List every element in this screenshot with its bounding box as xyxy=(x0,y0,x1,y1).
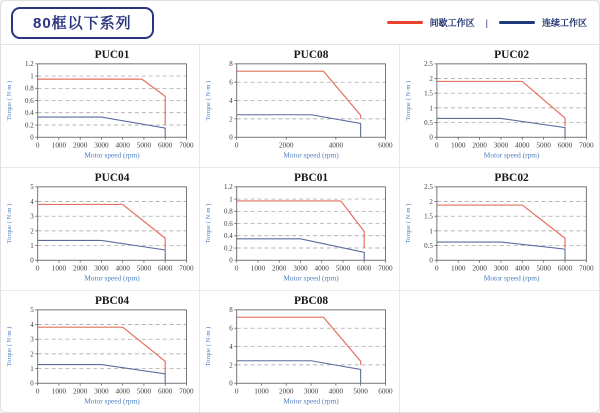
y-tick-label: 4 xyxy=(229,342,234,351)
x-tick-label: 1000 xyxy=(251,264,266,273)
chart-pbc08 xyxy=(200,291,398,413)
y-axis-label: Torque ( N·m ) xyxy=(205,326,213,367)
x-tick-label: 6000 xyxy=(357,264,372,273)
x-tick-label: 5000 xyxy=(136,387,152,396)
empty-cell xyxy=(400,291,599,413)
intermittent-zone-line xyxy=(237,317,361,365)
intermittent-zone-line xyxy=(237,201,364,248)
x-tick-label: 3000 xyxy=(293,264,308,273)
x-tick-label: 6000 xyxy=(557,141,572,150)
y-tick-label: 4 xyxy=(229,96,234,105)
chart-title: PBC08 xyxy=(294,294,329,307)
x-tick-label: 3000 xyxy=(94,387,109,396)
x-tick-label: 4000 xyxy=(115,387,130,396)
plot-box xyxy=(38,310,187,383)
continuous-zone-line xyxy=(237,115,361,137)
chart-cell-pbc01 xyxy=(200,168,399,291)
x-tick-label: 2000 xyxy=(279,387,294,396)
legend xyxy=(387,16,587,29)
x-tick-label: 5000 xyxy=(136,264,152,273)
x-tick-label: 4000 xyxy=(328,387,344,396)
continuous-zone-line xyxy=(38,240,165,260)
y-axis-label: Torque ( N·m ) xyxy=(404,203,412,244)
chart-title: PUC01 xyxy=(94,48,130,61)
x-tick-label: 1000 xyxy=(51,141,67,150)
y-tick-label: 0.4 xyxy=(224,232,234,241)
x-tick-label: 1000 xyxy=(450,264,466,273)
chart-cell-puc01 xyxy=(1,45,200,168)
intermittent-zone-line xyxy=(38,327,165,374)
y-tick-label: 0 xyxy=(229,256,234,265)
intermittent-zone-line xyxy=(237,71,361,119)
x-tick-label: 2000 xyxy=(471,264,487,273)
chart-cell-pbc04 xyxy=(1,291,200,413)
x-tick-label: 3000 xyxy=(94,141,109,150)
intermittent-zone-line xyxy=(38,204,165,249)
x-tick-label: 5000 xyxy=(536,141,551,150)
y-tick-label: 2.5 xyxy=(423,183,433,192)
x-tick-label: 2000 xyxy=(72,141,88,150)
x-axis-label: Motor speed (rpm) xyxy=(283,273,340,283)
chart-puc02 xyxy=(400,45,599,167)
y-tick-label: 0 xyxy=(429,256,433,265)
plot-box xyxy=(38,187,187,260)
x-tick-label: 0 xyxy=(235,141,239,150)
continuous-zone-line xyxy=(38,365,165,384)
chart-title: PUC04 xyxy=(94,171,130,184)
y-tick-label: 0.6 xyxy=(25,96,34,105)
y-tick-label: 2.5 xyxy=(423,60,433,69)
x-tick-label: 4000 xyxy=(328,141,344,150)
continuous-zone-label: 连续工作区 xyxy=(541,18,587,28)
x-tick-label: 4000 xyxy=(314,264,330,273)
y-tick-label: 1.5 xyxy=(423,212,433,221)
y-tick-label: 0.2 xyxy=(224,244,234,253)
continuous-zone-line xyxy=(38,117,165,137)
chart-grid xyxy=(1,44,599,413)
chart-pbc04 xyxy=(1,291,199,413)
chart-puc01 xyxy=(1,45,199,167)
y-tick-label: 8 xyxy=(229,306,234,315)
chart-title: PBC02 xyxy=(494,171,529,184)
x-tick-label: 0 xyxy=(35,387,40,396)
continuous-zone-line xyxy=(237,361,361,383)
x-tick-label: 1000 xyxy=(450,141,466,150)
series-title-badge: 80框以下系列 xyxy=(11,7,154,39)
y-tick-label: 0.8 xyxy=(25,84,34,93)
x-tick-label: 7000 xyxy=(378,264,393,273)
x-tick-label: 6000 xyxy=(157,387,173,396)
y-tick-label: 1 xyxy=(30,72,34,81)
y-axis-label: Torque ( N·m ) xyxy=(404,80,412,121)
y-tick-label: 0.5 xyxy=(423,118,433,127)
y-tick-label: 0.8 xyxy=(224,207,234,216)
chart-pbc02 xyxy=(400,168,599,290)
y-tick-label: 2 xyxy=(429,74,433,83)
chart-title: PUC08 xyxy=(293,48,329,61)
x-tick-label: 7000 xyxy=(179,387,194,396)
chart-cell-pbc02 xyxy=(400,168,599,291)
x-tick-label: 6000 xyxy=(378,387,393,396)
y-axis-label: Torque ( N·m ) xyxy=(205,80,213,121)
x-tick-label: 2000 xyxy=(72,387,88,396)
x-tick-label: 2000 xyxy=(72,264,88,273)
chart-cell-pbc08 xyxy=(200,291,399,413)
x-tick-label: 2000 xyxy=(279,141,294,150)
y-axis-label: Torque ( N·m ) xyxy=(5,80,13,121)
y-tick-label: 1.2 xyxy=(25,60,34,69)
x-axis-label: Motor speed (rpm) xyxy=(283,150,340,160)
y-tick-label: 0 xyxy=(30,133,34,142)
y-tick-label: 0 xyxy=(429,133,433,142)
x-tick-label: 3000 xyxy=(304,387,319,396)
x-tick-label: 0 xyxy=(35,264,40,273)
y-tick-label: 2 xyxy=(30,350,34,359)
x-tick-label: 0 xyxy=(35,141,40,150)
x-tick-label: 1000 xyxy=(254,387,270,396)
x-axis-label: Motor speed (rpm) xyxy=(283,396,340,406)
continuous-zone-swatch xyxy=(499,21,535,24)
x-tick-label: 2000 xyxy=(471,141,487,150)
x-tick-label: 4000 xyxy=(115,264,130,273)
intermittent-zone-line xyxy=(437,205,565,248)
x-tick-label: 6000 xyxy=(157,264,173,273)
continuous-zone-line xyxy=(437,242,565,260)
x-axis-label: Motor speed (rpm) xyxy=(84,396,140,406)
y-tick-label: 0.6 xyxy=(224,219,234,228)
y-tick-label: 6 xyxy=(229,78,234,87)
intermittent-zone-line xyxy=(437,81,565,126)
chart-puc04 xyxy=(1,168,199,290)
page-header xyxy=(1,1,599,44)
intermittent-zone-swatch xyxy=(387,21,423,24)
y-tick-label: 1 xyxy=(30,241,34,250)
y-tick-label: 0.4 xyxy=(25,109,34,118)
continuous-zone-line xyxy=(437,118,565,137)
x-tick-label: 6000 xyxy=(157,141,173,150)
intermittent-zone-label: 间歇工作区 xyxy=(429,18,475,28)
x-axis-label: Motor speed (rpm) xyxy=(84,150,140,160)
x-tick-label: 7000 xyxy=(179,264,194,273)
x-tick-label: 0 xyxy=(434,141,439,150)
y-tick-label: 1 xyxy=(229,195,234,204)
x-tick-label: 7000 xyxy=(578,141,594,150)
y-tick-label: 2 xyxy=(30,227,34,236)
y-tick-label: 0 xyxy=(229,133,234,142)
x-tick-label: 4000 xyxy=(115,141,130,150)
chart-title: PBC01 xyxy=(294,171,329,184)
y-tick-label: 2 xyxy=(229,361,234,370)
intermittent-zone-line xyxy=(38,79,165,125)
y-tick-label: 3 xyxy=(30,335,34,344)
x-tick-label: 4000 xyxy=(514,264,530,273)
y-tick-label: 5 xyxy=(30,183,34,192)
chart-pbc01 xyxy=(200,168,398,290)
y-tick-label: 3 xyxy=(30,212,34,221)
x-tick-label: 0 xyxy=(235,387,239,396)
y-tick-label: 2 xyxy=(429,197,433,206)
y-tick-label: 1.5 xyxy=(423,89,433,98)
x-tick-label: 5000 xyxy=(353,387,369,396)
y-tick-label: 0 xyxy=(30,379,34,388)
y-tick-label: 1 xyxy=(429,104,433,113)
chart-title: PUC02 xyxy=(493,48,529,61)
chart-cell-puc08 xyxy=(200,45,399,168)
x-tick-label: 1000 xyxy=(51,264,67,273)
y-axis-label: Torque ( N·m ) xyxy=(5,326,13,367)
x-tick-label: 0 xyxy=(434,264,439,273)
y-tick-label: 1 xyxy=(30,364,34,373)
x-tick-label: 3000 xyxy=(493,141,508,150)
x-tick-label: 6000 xyxy=(557,264,572,273)
y-tick-label: 4 xyxy=(30,197,34,206)
x-tick-label: 5000 xyxy=(336,264,351,273)
legend-separator: | xyxy=(485,17,488,28)
y-tick-label: 1.2 xyxy=(224,183,234,192)
chart-cell-puc04 xyxy=(1,168,200,291)
x-tick-label: 5000 xyxy=(536,264,551,273)
x-tick-label: 7000 xyxy=(179,141,194,150)
x-axis-label: Motor speed (rpm) xyxy=(483,273,540,283)
y-tick-label: 8 xyxy=(229,60,234,69)
y-tick-label: 1 xyxy=(429,227,433,236)
x-tick-label: 5000 xyxy=(136,141,152,150)
y-tick-label: 4 xyxy=(30,320,34,329)
y-tick-label: 2 xyxy=(229,115,234,124)
y-axis-label: Torque ( N·m ) xyxy=(205,203,213,244)
plot-box xyxy=(437,64,586,137)
y-tick-label: 6 xyxy=(229,324,234,333)
chart-title: PBC04 xyxy=(94,294,130,307)
y-tick-label: 0.5 xyxy=(423,241,433,250)
x-axis-label: Motor speed (rpm) xyxy=(84,273,140,283)
y-axis-label: Torque ( N·m ) xyxy=(5,203,13,244)
x-tick-label: 3000 xyxy=(493,264,508,273)
x-tick-label: 4000 xyxy=(514,141,530,150)
x-tick-label: 0 xyxy=(235,264,239,273)
x-tick-label: 6000 xyxy=(378,141,393,150)
x-tick-label: 3000 xyxy=(94,264,109,273)
x-tick-label: 2000 xyxy=(272,264,287,273)
chart-puc08 xyxy=(200,45,398,167)
y-tick-label: 0 xyxy=(229,379,234,388)
y-tick-label: 0.2 xyxy=(25,121,34,130)
x-tick-label: 7000 xyxy=(578,264,594,273)
x-axis-label: Motor speed (rpm) xyxy=(483,150,540,160)
y-tick-label: 5 xyxy=(30,306,34,315)
y-tick-label: 0 xyxy=(30,256,34,265)
continuous-zone-line xyxy=(237,239,364,260)
x-tick-label: 1000 xyxy=(51,387,67,396)
chart-cell-puc02 xyxy=(400,45,599,168)
